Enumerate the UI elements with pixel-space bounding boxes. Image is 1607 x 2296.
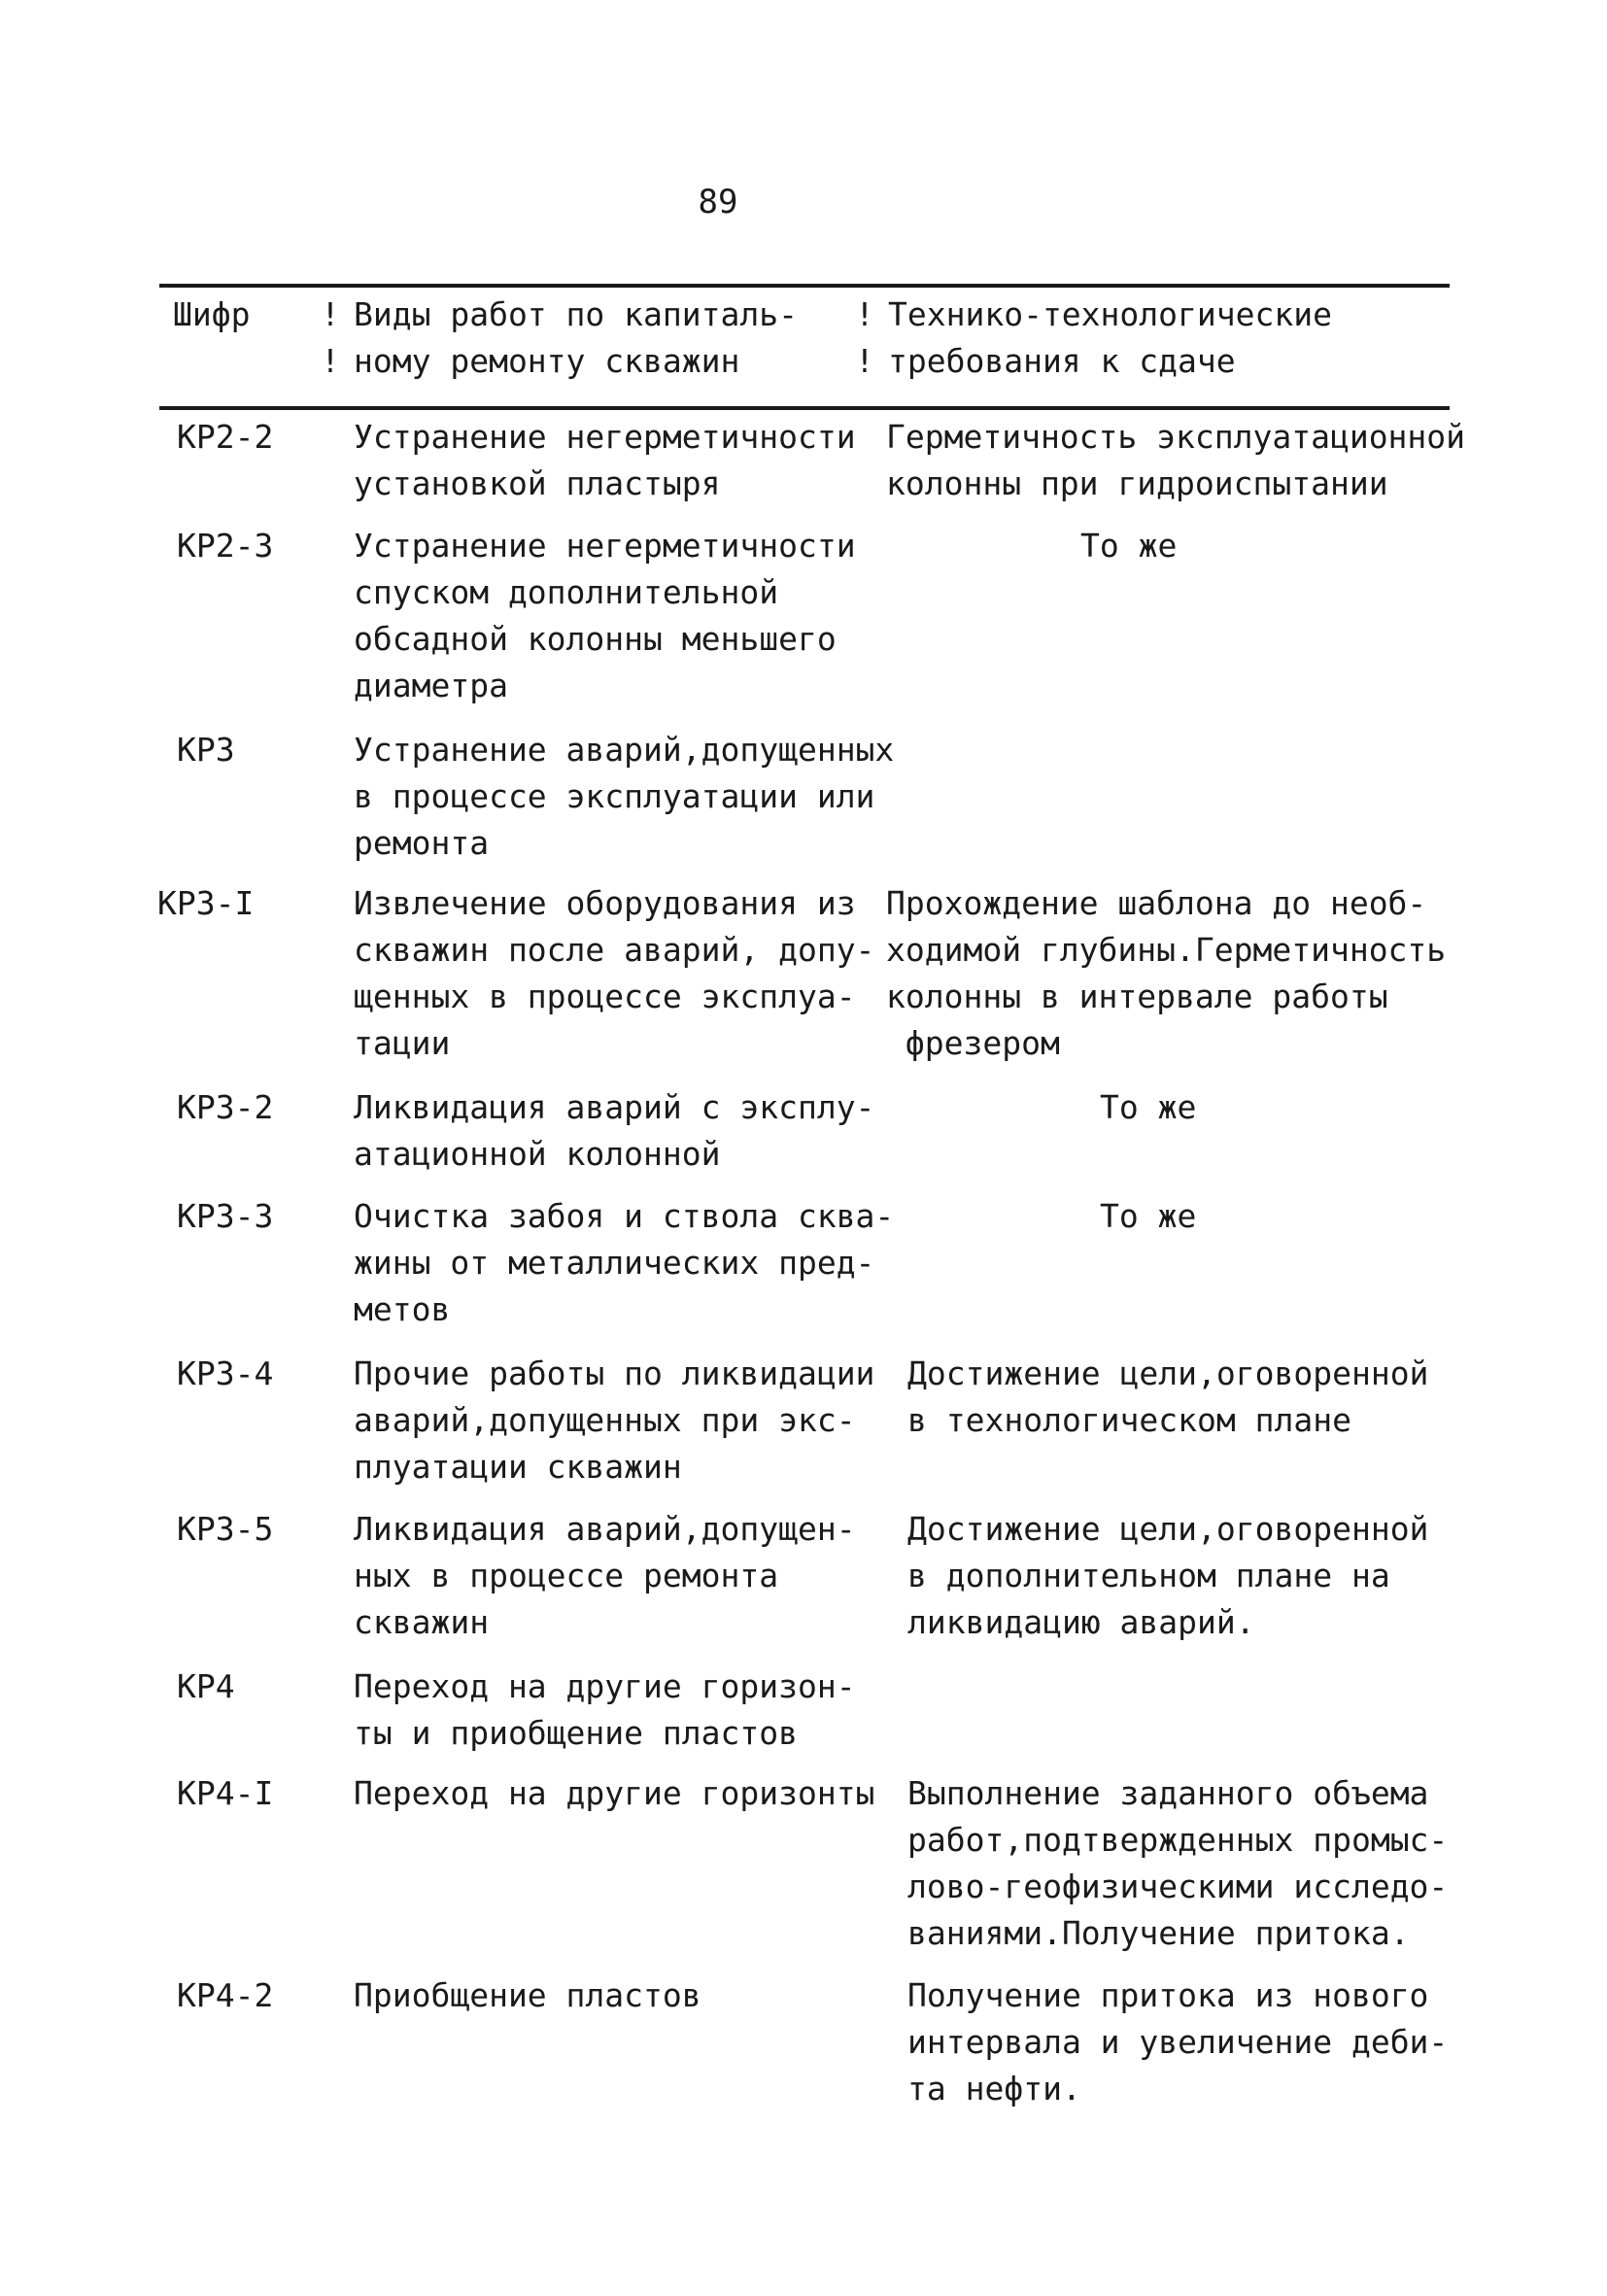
row-work: Устранение негерметичности спуском дополнительной обсадной колонны меньшего диаметра (354, 527, 856, 704)
header-work-line-2: ному ремонту скважин (354, 342, 740, 380)
row-work: Устранение аварий,допущенных в процессе эксплуатации или ремонта (354, 731, 895, 862)
row-requirements: То же (1100, 1088, 1197, 1126)
row-code: КР3-4 (177, 1354, 274, 1392)
row-code: КР4 (177, 1667, 235, 1705)
row-code: КР2-3 (177, 527, 274, 565)
row-requirements: Достижение цели,оговоренной в технологическом плане (907, 1354, 1429, 1439)
row-requirements: Прохождение шаблона до необ- ходимой глубины.Герметичность колонны в интервале работы фрезером (886, 884, 1447, 1062)
header-work-types (354, 291, 798, 385)
row-requirements: Достижение цели,оговоренной в дополнительном плане на ликвидацию аварий. (907, 1510, 1429, 1641)
row-code: КР3-5 (177, 1510, 274, 1548)
row-requirements: То же (1100, 1197, 1197, 1235)
header-separator-2b: ! (855, 342, 874, 380)
page-number: 89 (698, 183, 738, 222)
row-work: Очистка забоя и ствола сква- жины от металлических пред- метов (354, 1197, 895, 1328)
header-separator-1a: ! (321, 295, 340, 333)
header-work-line-1: Виды работ по капиталь- (354, 295, 798, 333)
row-work: Ликвидация аварий с эксплу- атационной колонной (354, 1088, 875, 1173)
header-separator-2a: ! (855, 295, 874, 333)
header-separator (855, 291, 874, 385)
row-code: КР4-I (177, 1774, 274, 1812)
row-code: КР4-2 (177, 1976, 274, 2014)
row-code: КР2-2 (177, 418, 274, 456)
header-req-line-1: Технико-технологические (888, 295, 1332, 333)
header-code: Шифр (173, 295, 251, 333)
row-requirements: То же (1080, 527, 1178, 565)
header-separator (321, 291, 340, 385)
row-work: Устранение негерметичности установкой пластыря (354, 418, 856, 502)
row-work: Ликвидация аварий,допущен- ных в процессе ремонта скважин (354, 1510, 856, 1641)
header-requirements (888, 291, 1332, 385)
row-requirements: Герметичность эксплуатационной колонны при гидроиспытании (886, 418, 1466, 502)
table-top-rule (159, 284, 1450, 288)
header-separator-1b: ! (321, 342, 340, 380)
row-work: Прочие работы по ликвидации аварий,допущенных при экс- плуатации скважин (354, 1354, 875, 1486)
header-req-line-2: требования к сдаче (888, 342, 1236, 380)
row-code: КР3-3 (177, 1197, 274, 1235)
row-work: Извлечение оборудования из скважин после аварий, допу- щенных в процессе эксплуа- тации (354, 884, 875, 1062)
row-code: КР3 (177, 731, 235, 769)
table-header-rule (159, 406, 1450, 410)
row-code: КР3-I (157, 884, 255, 922)
row-requirements: Выполнение заданного объема работ,подтвержденных промыс- лово-геофизическими исследо- ваниями.Получение притока. (907, 1774, 1449, 1952)
row-work: Приобщение пластов (354, 1976, 701, 2014)
row-work: Переход на другие горизон- ты и приобщение пластов (354, 1667, 856, 1752)
row-work: Переход на другие горизонты (354, 1774, 875, 1812)
row-requirements: Получение притока из нового интервала и увеличение деби- та нефти. (907, 1976, 1449, 2108)
row-code: КР3-2 (177, 1088, 274, 1126)
